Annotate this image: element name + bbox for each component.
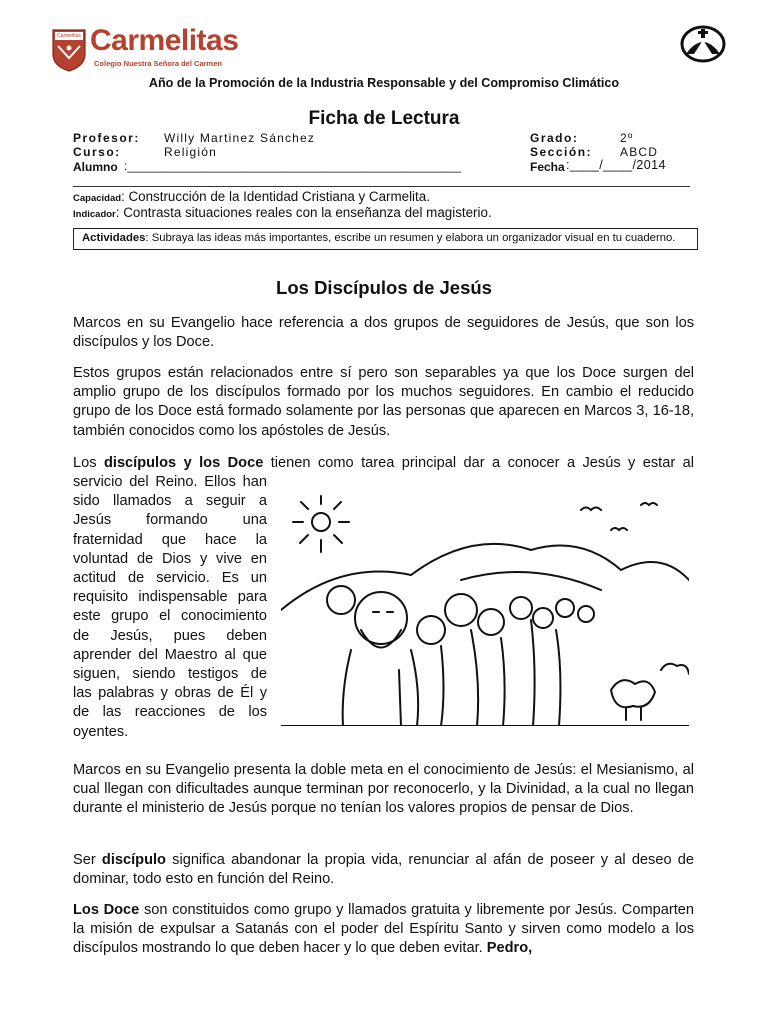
paragraph-3-line: aprender del Maestro al que <box>73 646 267 663</box>
indicador-value: : Contrasta situaciones reales con la enseñanza del magisterio. <box>115 205 492 220</box>
paragraph-3-line: requisito indispensable para <box>73 589 267 606</box>
paragraph-2: Estos grupos están relacionados entre sí pero son separables ya que los Doce surgen del amplio grupo de los discípulos formado por los muchos seguidores. En cambio el reducido grupo de los Doce está formado solamente por las personas que aparecen en Marcos 3, 16-18, también conocidos como los apóstoles de Jesús. <box>73 365 694 439</box>
paragraph-3-line: sido llamados a seguir a <box>73 493 267 510</box>
p6-end-bold: Pedro, <box>486 940 533 957</box>
p3-bold: discípulos y los Doce <box>103 455 264 471</box>
seccion-label: Sección: <box>530 145 593 159</box>
paragraph-1: Marcos en su Evangelio hace referencia a dos grupos de seguidores de Jesús, que son los discípulos y los Doce. <box>73 315 694 351</box>
year-motto: Año de la Promoción de la Industria Responsable y del Compromiso Climático <box>148 76 620 90</box>
alumno-label: Alumno <box>73 160 118 174</box>
paragraph-3-line: actitud de servicio. Es un <box>73 570 267 587</box>
p5-bold: discípulo <box>101 852 166 868</box>
actividades-label: Actividades <box>82 232 146 244</box>
fecha-label: Fecha <box>530 160 565 174</box>
paragraph-3-line: oyentes. <box>73 723 129 740</box>
profesor-value: Willy Martinez Sánchez <box>164 131 316 145</box>
p5-rest: significa abandonar la propia vida, renunciar al afán de poseer y al deseo de dominar, todo esto en función del Reino. <box>73 852 695 888</box>
carmel-emblem-icon <box>680 24 726 64</box>
paragraph-3-line: de las reacciones de los <box>73 704 267 721</box>
school-name: Carmelitas <box>90 24 239 57</box>
paragraph-3-line: fraternidad que hace la <box>73 531 267 548</box>
p6-bold: Los Doce <box>73 902 140 918</box>
paragraph-3-line: de Jesús, pues deben <box>73 627 267 644</box>
p5-start: Ser <box>73 852 102 868</box>
seccion-value: ABCD <box>620 145 659 159</box>
paragraph-3-line: servicio del Reino. Ellos han <box>73 474 267 490</box>
curso-label: Curso: <box>73 145 121 159</box>
school-logo <box>52 24 252 76</box>
alumno-field[interactable]: :__________________________________________________ <box>124 159 462 173</box>
fecha-field[interactable]: :____/____/2014 <box>566 158 666 172</box>
school-subtitle: Colegio Nuestra Señora del Carmen <box>94 59 222 68</box>
paragraph-3-line: las palabras y obras de Él y <box>73 685 267 702</box>
worksheet-title: Ficha de Lectura <box>308 108 460 129</box>
grado-value: 2º <box>620 131 634 145</box>
capacidad-row <box>73 189 430 204</box>
actividades-box <box>73 228 698 250</box>
paragraph-5 <box>73 851 694 889</box>
reading-title: Los Discípulos de Jesús <box>276 277 492 298</box>
indicador-row <box>73 205 492 220</box>
p3-start: Los <box>73 455 104 471</box>
capacidad-label: Capacidad <box>73 193 122 204</box>
grado-label: Grado: <box>530 131 579 145</box>
indicador-label: Indicador <box>73 209 116 220</box>
school-shield-label: Carmelitas <box>57 33 81 39</box>
disciples-illustration <box>281 490 689 726</box>
paragraph-4: Marcos en su Evangelio presenta la doble meta en el conocimiento de Jesús: el Mesianismo, al cual llegan con dificultades aunque terminan por reconocerlo, y la Divinidad, a la cual no llegan durante el ministerio de Jesús porque no tenían los valores propios de pensar de Dios. <box>73 762 694 817</box>
paragraph-3-line: Jesús formando una <box>73 512 267 529</box>
divider-line <box>73 186 690 187</box>
paragraph-3-column <box>73 473 267 742</box>
p6-rest: son constituidos como grupo y llamados gratuita y libremente por Jesús. Comparten la misión de expulsar a Satanás con el poder del Espíritu Santo y sirven como modelo a los discípulos mostrando lo que deben hacer y lo que deben evitar. <box>73 902 695 957</box>
paragraph-6 <box>73 901 694 959</box>
paragraph-3-line: este grupo el conocimiento <box>73 608 267 625</box>
actividades-value: : Subraya las ideas más importantes, escribe un resumen y elabora un organizador visual en tu cuaderno. <box>145 232 676 244</box>
paragraph-3-line: voluntad de Dios y vive en <box>73 550 267 567</box>
profesor-label: Profesor: <box>73 131 140 145</box>
p3-rest: tienen como tarea principal dar a conocer a Jesús y estar al <box>263 455 694 471</box>
capacidad-value: : Construcción de la Identidad Cristiana y Carmelita. <box>121 189 430 204</box>
paragraph-3-line: siguen, siendo testigos de <box>73 666 267 683</box>
curso-value: Religión <box>164 145 217 159</box>
paragraph-3-first-line <box>73 454 694 473</box>
